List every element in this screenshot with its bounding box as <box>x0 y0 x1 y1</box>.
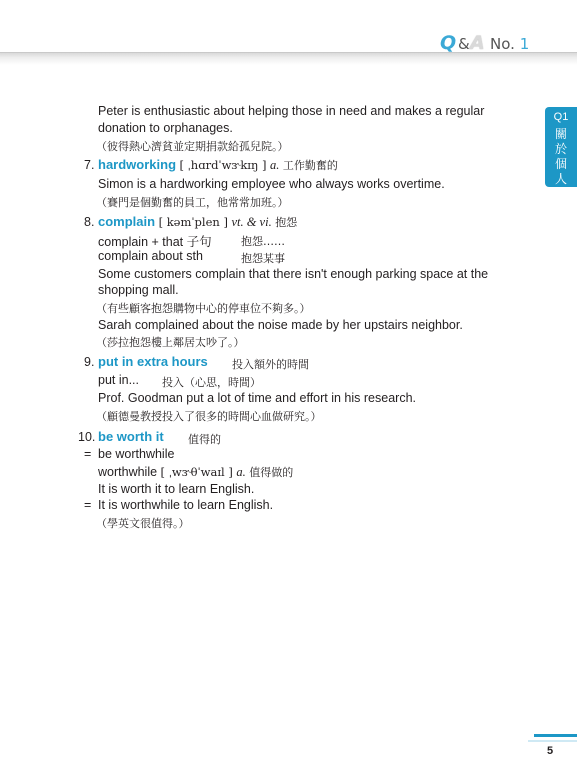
chapter-side-tab[interactable] <box>545 107 577 187</box>
example-sentence: shopping mall. <box>98 283 179 297</box>
logo-q: Q <box>440 32 457 54</box>
meaning: 抱怨 <box>275 216 298 229</box>
phonetic: [ kəmˈplen ] <box>158 215 228 229</box>
phonetic: [ ˌwɝθˈwaɪl ] <box>160 465 233 479</box>
translation: （有些顧客抱怨購物中心的停車位不夠多。） <box>96 302 311 315</box>
meaning: 投入額外的時間 <box>232 358 309 371</box>
entry-number: 9. <box>84 355 95 369</box>
translation: （彼得熱心濟貧並定期捐款給孤兒院。） <box>96 140 289 153</box>
example-sentence: donation to orphanages. <box>98 121 233 135</box>
alternative-entry <box>98 464 293 480</box>
logo-amp: & <box>458 35 470 53</box>
phonetic: [ ˌhɑrdˈwɝkɪŋ ] <box>179 158 267 172</box>
logo-no-text: No. <box>490 35 515 53</box>
logo-no-number: 1 <box>519 35 530 53</box>
usage-phrase: put in... <box>98 373 139 387</box>
part-of-speech: vt. & vi. <box>231 215 272 229</box>
vocab-word: be worth it <box>98 429 164 444</box>
logo-no <box>490 35 529 53</box>
part-of-speech: a. <box>270 158 280 172</box>
entry-headline <box>98 354 208 369</box>
vocab-word: put in extra hours <box>98 354 208 369</box>
alternative-phrase: be worthwhile <box>98 447 175 461</box>
entry-number: 7. <box>84 158 95 172</box>
entry-number: 10. <box>78 430 96 444</box>
example-sentence: It is worth it to learn English. <box>98 482 255 496</box>
entry-headline <box>98 157 338 173</box>
translation: （莎拉抱怨樓上鄰居太吵了。） <box>96 336 245 349</box>
side-tab-label: 關於個人 <box>555 127 568 186</box>
example-sentence: Simon is a hardworking employee who always works overtime. <box>98 177 445 191</box>
entry-headline <box>98 429 164 444</box>
translation: （學英文很值得。） <box>96 517 190 530</box>
entry-number: 8. <box>84 215 95 229</box>
alternative-word: worthwhile <box>98 465 158 479</box>
example-sentence: It is worthwhile to learn English. <box>98 498 274 512</box>
translation: （賽門是個勤奮的員工，他常常加班。） <box>96 196 289 209</box>
usage-phrase: complain + that 子句 <box>98 235 212 249</box>
equals-sign: = <box>84 447 92 461</box>
equals-sign: = <box>84 498 92 512</box>
vocab-word: complain <box>98 214 156 229</box>
usage-meaning: 抱怨某事 <box>241 252 285 265</box>
example-sentence: Some customers complain that there isn't enough parking space at the <box>98 267 489 281</box>
usage-meaning: 投入（心思，時間） <box>162 376 261 389</box>
meaning: 值得的 <box>188 433 221 446</box>
meaning: 值得做的 <box>249 466 294 479</box>
meaning: 工作勤奮的 <box>282 159 338 172</box>
translation: （顧德曼教授投入了很多的時間心血做研究。） <box>96 410 322 423</box>
usage-meaning: 抱怨…… <box>241 235 285 248</box>
logo-a: A <box>470 32 485 54</box>
vocab-word: hardworking <box>98 157 177 172</box>
usage-phrase: complain about sth <box>98 249 203 263</box>
part-of-speech: a. <box>236 465 246 479</box>
entry-headline <box>98 214 297 230</box>
page-number: 5 <box>547 745 554 757</box>
footer-accent-bar-light <box>528 740 577 742</box>
example-sentence: Prof. Goodman put a lot of time and effort in his research. <box>98 391 416 405</box>
series-logo <box>440 32 550 56</box>
side-tab-q: Q1 <box>553 111 569 123</box>
example-sentence: Peter is enthusiastic about helping those in need and makes a regular <box>98 104 485 118</box>
footer-accent-bar <box>534 734 577 737</box>
example-sentence: Sarah complained about the noise made by her upstairs neighbor. <box>98 318 463 332</box>
